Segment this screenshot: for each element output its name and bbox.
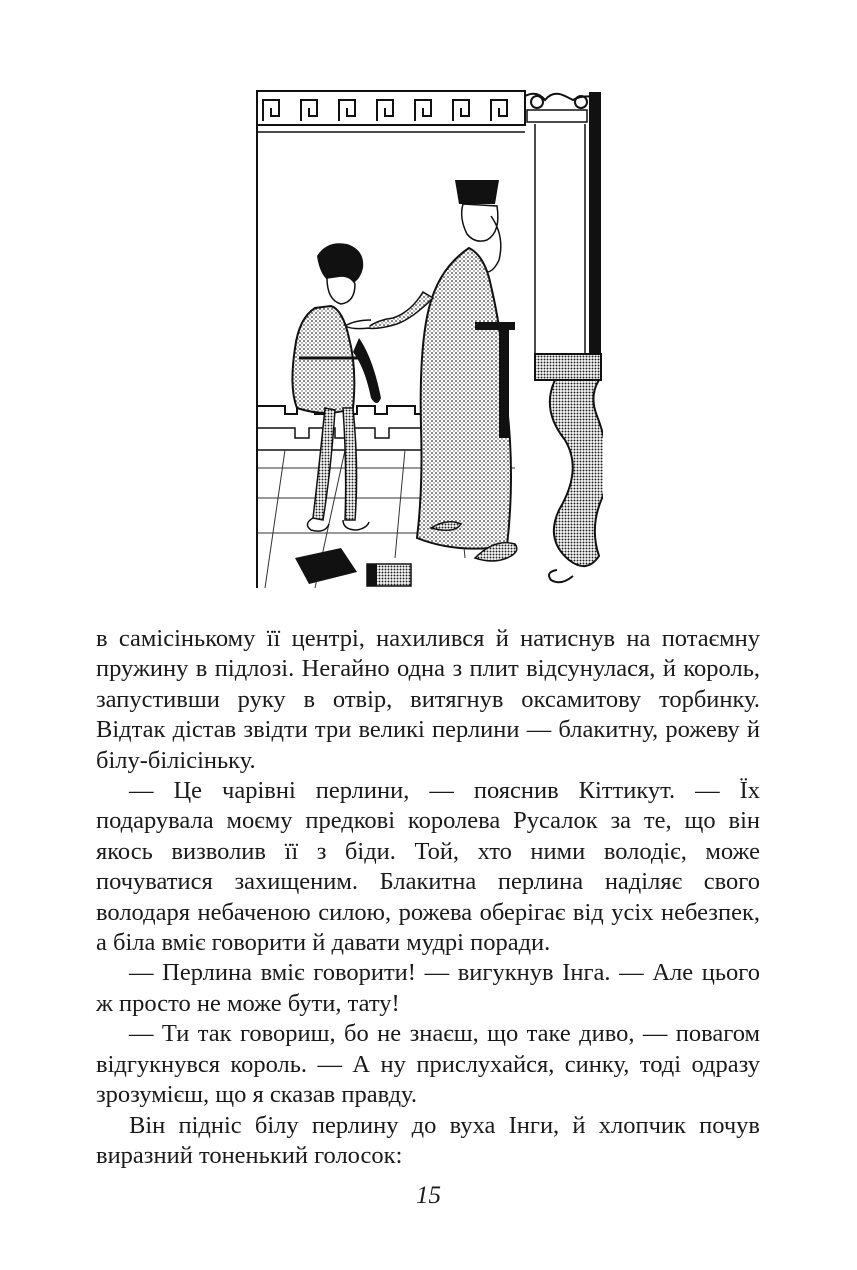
paragraph: — Це чарівні перлини, — пояснив Кіттикут. — Їх подарувала моєму предкові королева Русалок за те, що він якось визволив її з біди. Той, хто ними володіє, може почуватися захищеним. Блакитна перлина наділяє свого володаря небаченою силою, рожева оберігає від усіх небезпек, а біла вміє говорити й давати мудрі поради. [96,777,760,957]
body-text [96,624,760,1171]
frieze-top [257,91,525,125]
frieze-pattern [263,100,507,121]
column [525,92,601,362]
paragraph: Він підніс білу перлину до вуха Інги, й хлопчик почув виразний тоненький голосок: [96,1111,760,1169]
page-number: 15 [416,1182,441,1209]
paragraph: в самісінькому її центрі, нахилився й натиснув на потаємну пружину в підлозі. Негайно одна з плит відсунулася, й король, запустивши руку в отвір, витягнув оксамитову торбинку. Відтак дістав звідти три великі перлини — блакитну, рожеву й білу-білісіньку. [96,625,760,774]
carved-table [535,354,603,582]
illustration-drawing [255,88,603,596]
illustration [255,88,603,596]
paragraph: — Ти так говориш, бо не знаєш, що таке диво, — повагом відгукнувся король. — А ну прислухайся, синку, тоді одразу зрозумієш, що я сказав правду. [96,1020,760,1109]
paragraph: — Перлина вміє говорити! — вигукнув Інга. — Але цього ж просто не може бути, тату! [96,959,760,1017]
floor-boxes [295,548,411,586]
